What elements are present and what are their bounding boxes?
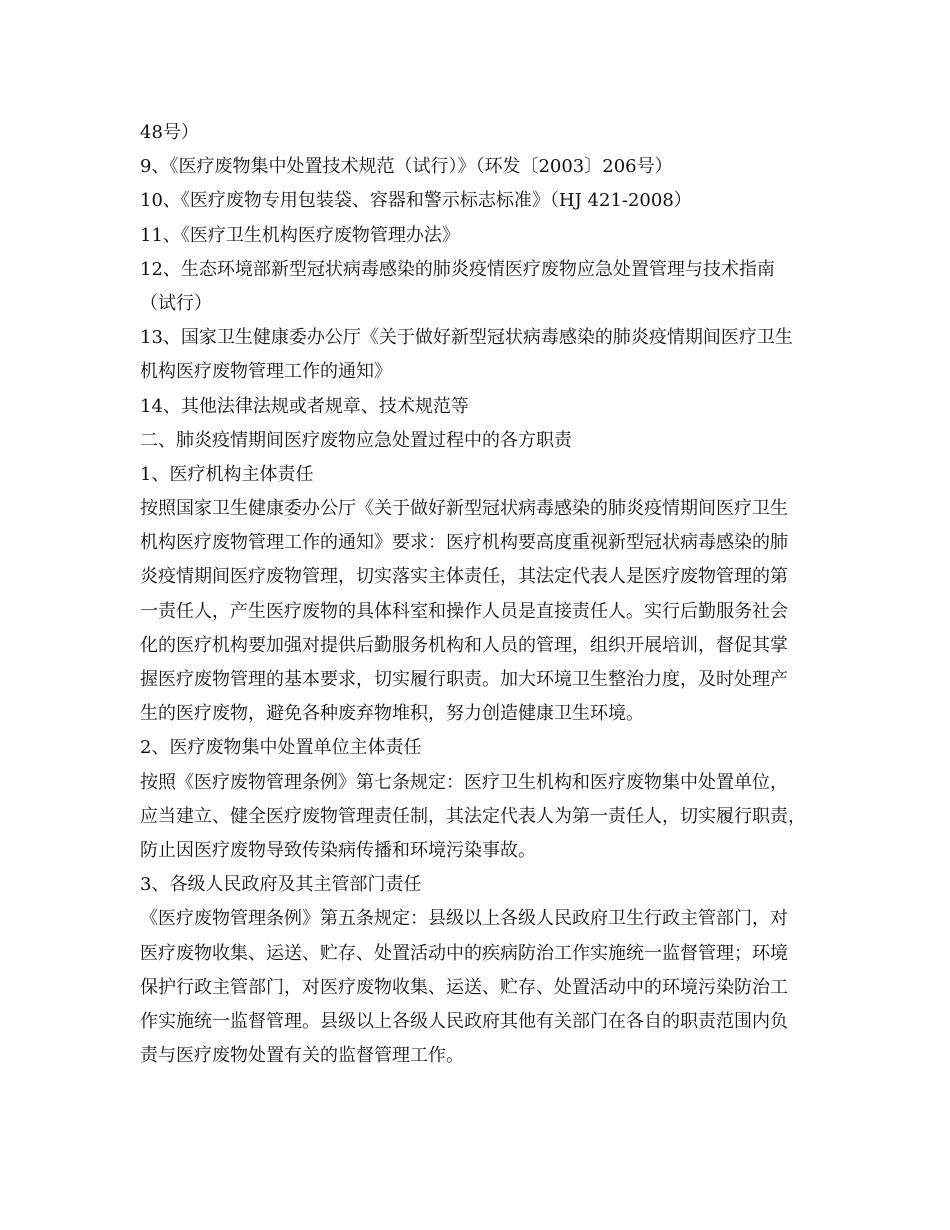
document-body (140, 116, 820, 1073)
text-line-6: （试行） (140, 292, 212, 314)
text-line-25: 医疗废物收集、运送、贮存、处置活动中的疾病防治工作实施统一监督管理；环境 (140, 942, 788, 964)
text-line-27: 作实施统一监督管理。县级以上各级人民政府其他有关部门在各自的职责范围内负 (140, 1010, 788, 1032)
text-line-7: 13、国家卫生健康委办公厅《关于做好新型冠状病毒感染的肺炎疫情期间医疗卫生 (140, 327, 793, 349)
subheading-3: 3、各级人民政府及其主管部门责任 (140, 874, 422, 896)
text-line-2: 9、《医疗废物集中处置技术规范（试行）》（环发〔2003〕206号） (140, 156, 673, 178)
subheading-1: 1、医疗机构主体责任 (140, 463, 314, 485)
text-line-13: 机构医疗废物管理工作的通知》要求：医疗机构要高度重视新型冠状病毒感染的肺 (140, 532, 788, 554)
text-line-16: 化的医疗机构要加强对提供后勤服务机构和人员的管理，组织开展培训，督促其掌 (140, 634, 788, 656)
text-line-8: 机构医疗废物管理工作的通知》 (140, 361, 392, 383)
text-line-5: 12、生态环境部新型冠状病毒感染的肺炎疫情医疗废物应急处置管理与技术指南 (140, 258, 775, 280)
section-heading-2: 二、肺炎疫情期间医疗废物应急处置过程中的各方职责 (140, 429, 572, 451)
text-line-17: 握医疗废物管理的基本要求，切实履行职责。加大环境卫生整治力度，及时处理产 (140, 669, 788, 690)
text-line-15: 一责任人，产生医疗废物的具体科室和操作人员是直接责任人。实行后勤服务社会 (140, 600, 788, 622)
text-line-21: 应当建立、健全医疗废物管理责任制，其法定代表人为第一责任人，切实履行职责， (140, 805, 806, 827)
text-line-28: 责与医疗废物处置有关的监督管理工作。 (140, 1045, 464, 1067)
text-line-9: 14、其他法律法规或者规章、技术规范等 (140, 395, 469, 417)
text-line-22: 防止因医疗废物导致传染病传播和环境污染事故。 (140, 839, 536, 861)
text-line-3: 10、《医疗废物专用包装袋、容器和警示标志标准》（HJ 421-2008） (140, 190, 692, 212)
text-line-20: 按照《医疗废物管理条例》第七条规定：医疗卫生机构和医疗废物集中处置单位， (140, 771, 788, 793)
text-line-14: 炎疫情期间医疗废物管理，切实落实主体责任，其法定代表人是医疗废物管理的第 (140, 566, 788, 588)
subheading-2: 2、医疗废物集中处置单位主体责任 (140, 737, 422, 759)
text-line-18: 生的医疗废物，避免各种废弃物堆积，努力创造健康卫生环境。 (140, 703, 644, 725)
text-line-26: 保护行政主管部门，对医疗废物收集、运送、贮存、处置活动中的环境污染防治工 (140, 976, 788, 998)
text-line-4: 11、《医疗卫生机构医疗废物管理办法》 (140, 224, 460, 246)
text-line-24: 《医疗废物管理条例》第五条规定：县级以上各级人民政府卫生行政主管部门，对 (140, 908, 788, 930)
text-line-1: 48号） (140, 122, 199, 143)
text-line-12: 按照国家卫生健康委办公厅《关于做好新型冠状病毒感染的肺炎疫情期间医疗卫生 (140, 498, 788, 520)
